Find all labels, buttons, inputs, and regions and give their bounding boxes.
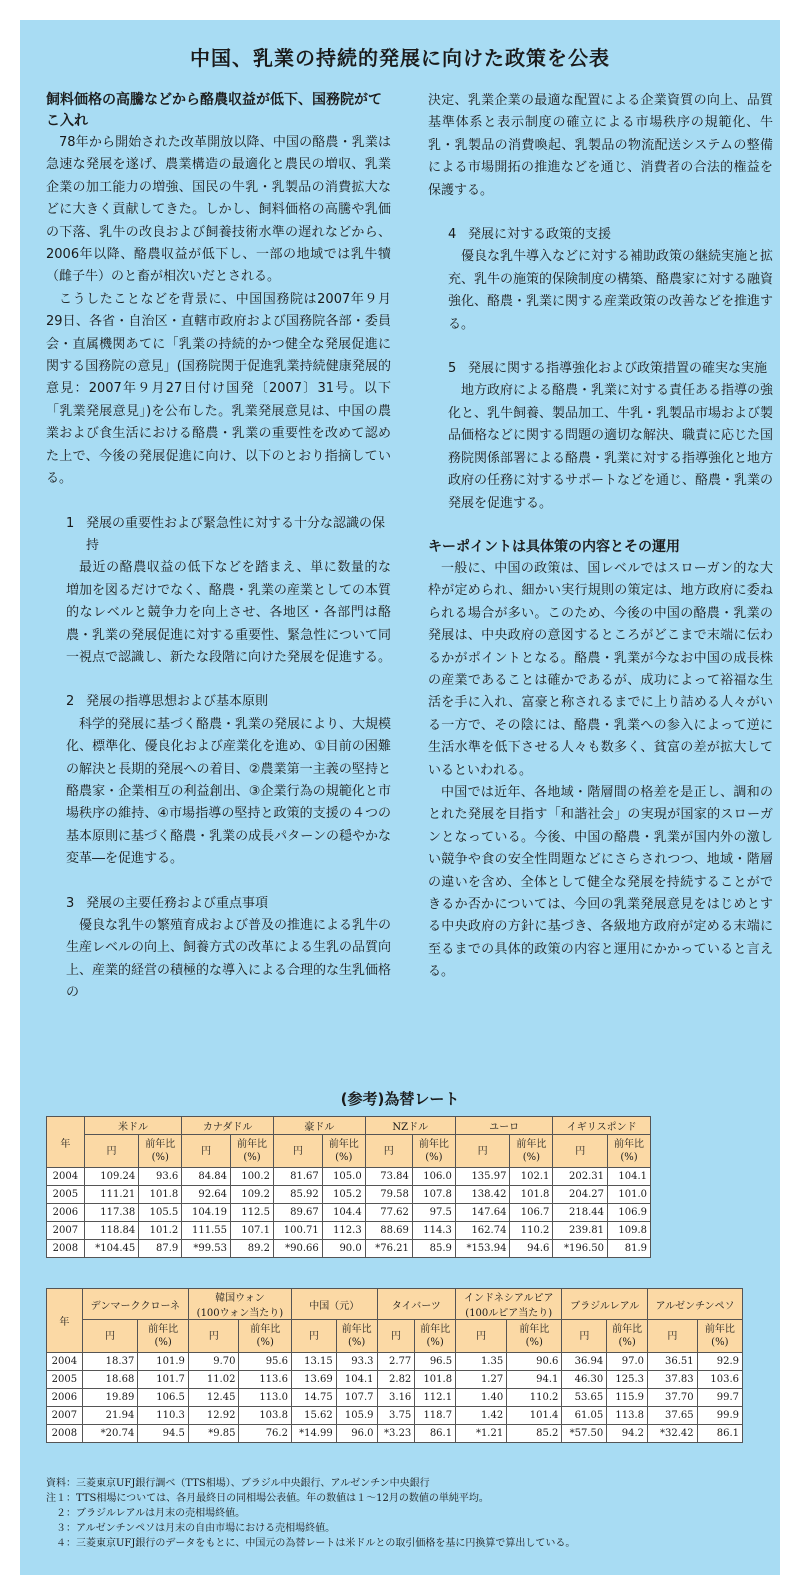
rate-cell: 1.40 [456, 1389, 507, 1407]
article-title: 中国、乳業の持続的発展に向けた政策を公表 [190, 46, 610, 70]
currency-header: 豪ドル [273, 1117, 365, 1135]
item-heading: 発展の重要性および緊急性に対する十分な認識の保持 [86, 515, 386, 553]
currency-header: デンマーククローネ [82, 1289, 188, 1320]
rate-cell: 104.19 [182, 1204, 231, 1222]
yoy-subheader: 前年比 (%) [415, 1320, 456, 1353]
rate-cell: 88.69 [365, 1222, 412, 1240]
policy-item-3 [46, 893, 391, 1005]
rate-cell: *153.94 [455, 1240, 510, 1258]
rate-cell: 135.97 [455, 1168, 510, 1186]
yoy-cell: 96.5 [415, 1353, 456, 1371]
rate-cell: 18.37 [82, 1353, 138, 1371]
currency-header: 韓国ウォン (100ウォン当たり) [188, 1289, 291, 1320]
yoy-cell: 125.3 [607, 1371, 648, 1389]
item-body: 優良な乳牛の繁殖育成および普及の推進による乳牛の生産レベルの向上、飼養方式の改革による生乳の品質向上、産業的経営の積極的な導入による合理的な生乳価格の [66, 918, 392, 1001]
rate-cell: 36.51 [648, 1353, 698, 1371]
yoy-cell: 112.1 [415, 1389, 456, 1407]
yoy-cell: 101.7 [138, 1371, 189, 1389]
year-cell: 2004 [47, 1168, 85, 1186]
yoy-cell: 113.8 [607, 1407, 648, 1425]
item-body: 科学的発展に基づく酪農・乳業の発展により、大規模化、標準化、優良化および産業化を進め、①目前の困難の解決と長期的発展への着目、②農業第一主義の堅持と酪農家・企業相互の利益創出、③企業行為の規範化と市場秩序の維持、④市場指導の堅持と政策的支援の４つの基本原則に基づく酪農・乳業の成長パターンの穏やかな変革―を促進する。 [66, 716, 392, 867]
currency-header: タイバーツ [377, 1289, 456, 1320]
yoy-cell: 92.9 [697, 1353, 742, 1371]
rate-cell: 162.74 [455, 1222, 510, 1240]
rate-cell: 37.83 [648, 1371, 698, 1389]
table-row [47, 1407, 743, 1425]
yoy-cell: 106.9 [607, 1204, 650, 1222]
yen-subheader: 円 [273, 1135, 322, 1168]
yoy-cell: 103.6 [697, 1371, 742, 1389]
yoy-cell: 93.6 [139, 1168, 182, 1186]
rate-cell: 84.84 [182, 1168, 231, 1186]
rate-cell: 111.21 [84, 1186, 139, 1204]
yoy-cell: 107.7 [336, 1389, 377, 1407]
yoy-cell: 94.1 [507, 1371, 562, 1389]
rate-cell: 53.65 [562, 1389, 607, 1407]
rate-cell: *196.50 [553, 1240, 608, 1258]
yoy-cell: 104.1 [336, 1371, 377, 1389]
currency-header: NZドル [365, 1117, 455, 1135]
yoy-cell: 103.8 [239, 1407, 291, 1425]
rate-cell: 218.44 [553, 1204, 608, 1222]
table-notes [46, 1476, 575, 1551]
rate-cell: 9.70 [188, 1353, 239, 1371]
rate-cell: *1.21 [456, 1425, 507, 1443]
yoy-cell: 94.5 [138, 1425, 189, 1443]
rate-cell: 2.77 [377, 1353, 415, 1371]
policy-item-1 [46, 513, 391, 670]
currency-header: アルゼンチンペソ [648, 1289, 743, 1320]
year-header: 年 [47, 1289, 83, 1353]
yoy-cell: 97.5 [412, 1204, 455, 1222]
yoy-cell: 115.9 [607, 1389, 648, 1407]
yen-subheader: 円 [365, 1135, 412, 1168]
rate-cell: 109.24 [84, 1168, 139, 1186]
exchange-rate-table-2 [46, 1288, 743, 1443]
yoy-subheader: 前年比 (%) [607, 1135, 650, 1168]
year-cell: 2005 [47, 1186, 85, 1204]
yoy-cell: 105.0 [322, 1168, 365, 1186]
yoy-subheader: 前年比 (%) [336, 1320, 377, 1353]
note-line: ４：三菱東京UFJ銀行のデータをもとに、中国元の為替レートは米ドルとの取引価格を基に円換算で算出している。 [46, 1538, 576, 1549]
year-cell: 2007 [47, 1222, 85, 1240]
currency-header: イギリスポンド [553, 1117, 651, 1135]
yoy-cell: 102.1 [510, 1168, 553, 1186]
yoy-cell: 105.9 [336, 1407, 377, 1425]
item-heading: 発展の指導思想および基本原則 [86, 694, 269, 710]
yoy-cell: 87.9 [139, 1240, 182, 1258]
table-row [47, 1371, 743, 1389]
rate-cell: 37.65 [648, 1407, 698, 1425]
yoy-cell: 106.0 [412, 1168, 455, 1186]
rate-cell: 100.71 [273, 1222, 322, 1240]
yoy-cell: 99.9 [697, 1407, 742, 1425]
rate-cell: 1.35 [456, 1353, 507, 1371]
yoy-subheader: 前年比 (%) [138, 1320, 189, 1353]
year-cell: 2005 [47, 1371, 83, 1389]
rate-cell: 11.02 [188, 1371, 239, 1389]
rate-cell: 204.27 [553, 1186, 608, 1204]
rate-cell: 117.38 [84, 1204, 139, 1222]
table-row [47, 1168, 651, 1186]
rate-cell: 202.31 [553, 1168, 608, 1186]
yoy-cell: 110.3 [138, 1407, 189, 1425]
item-number: 1 [66, 515, 75, 531]
rate-cell: *32.42 [648, 1425, 698, 1443]
yoy-cell: 106.7 [510, 1204, 553, 1222]
article-panel [20, 20, 780, 1575]
rate-cell: 12.45 [188, 1389, 239, 1407]
yoy-cell: 101.8 [415, 1371, 456, 1389]
item-number: 5 [448, 361, 457, 377]
yoy-subheader: 前年比 (%) [412, 1135, 455, 1168]
rate-cell: 92.64 [182, 1186, 231, 1204]
yoy-subheader: 前年比 (%) [510, 1135, 553, 1168]
yen-subheader: 円 [456, 1320, 507, 1353]
yoy-cell: 101.9 [138, 1353, 189, 1371]
rate-cell: 46.30 [562, 1371, 607, 1389]
yoy-cell: 112.3 [322, 1222, 365, 1240]
yoy-cell: 106.5 [138, 1389, 189, 1407]
yoy-subheader: 前年比 (%) [607, 1320, 648, 1353]
table-row [47, 1222, 651, 1240]
note-line: ３：アルゼンチンペソは月末の自由市場における売相場終値。 [46, 1523, 336, 1534]
paragraph: 中国では近年、各地域・階層間の格差を是正し、調和のとれた発展を目指す「和諧社会」の実現が国家的スローガンとなっている。今後、中国の酪農・乳業が国内外の激しい競争や食の安全性問題などにさらされつつ、地域・階層の違いを含め、全体として健全な発展を持続することができるか否かについては、今回の乳業発展意見をはじめとする中央政府の方針に基づき、各級地方政府が定める末端に至るまでの具体的政策の内容と運用にかかっていると言える。 [428, 784, 773, 980]
currency-header: 中国（元） [291, 1289, 377, 1320]
rate-cell: 147.64 [455, 1204, 510, 1222]
rate-cell: 118.84 [84, 1222, 139, 1240]
paragraph: 78年から開始された改革開放以降、中国の酪農・乳業は急速な発展を遂げ、農業構造の最適化と農民の増収、乳業企業の加工能力の増強、国民の牛乳・乳製品の消費拡大などに大きく貢献してきた。しかし、飼料価格の高騰や乳価の下落、乳牛の改良および飼養技術水準の遅れなどから、2006年以降、酪農収益が低下し、一部の地域では乳牛犢（雌子牛）のと畜が相次いだとされる。 [46, 135, 391, 285]
paragraph: 一般に、中国の政策は、国レベルではスローガン的な大枠が定められ、細かい実行規則の策定は、地方政府に委ねられる場合が多い。このため、今後の中国の酪農・乳業の発展は、中央政府の意図するところがどこまで末端に伝わるかがポイントとなる。酪農・乳業が今なお中国の成長株の産業であることは確かであるが、成功によって裕福な生活を手に入れ、富豪と称されるまでに上り詰める人々がいる一方で、その陰には、酪農・乳業への参入によって逆に生活水準を低下させる人々も数多く、貧富の差が拡大しているといわれる。 [428, 560, 773, 778]
yen-subheader: 円 [377, 1320, 415, 1353]
rate-cell: *20.74 [82, 1425, 138, 1443]
yoy-subheader: 前年比 (%) [239, 1320, 291, 1353]
rate-cell: 18.68 [82, 1371, 138, 1389]
yoy-cell: 107.8 [412, 1186, 455, 1204]
currency-header: 米ドル [84, 1117, 182, 1135]
rate-cell: 1.27 [456, 1371, 507, 1389]
policy-item-5 [428, 358, 773, 515]
yoy-cell: 86.1 [415, 1425, 456, 1443]
year-cell: 2004 [47, 1353, 83, 1371]
table-row [47, 1204, 651, 1222]
yoy-cell: 86.1 [697, 1425, 742, 1443]
yoy-cell: 94.6 [510, 1240, 553, 1258]
year-cell: 2008 [47, 1240, 85, 1258]
rate-cell: *99.53 [182, 1240, 231, 1258]
yoy-cell: 105.2 [322, 1186, 365, 1204]
yoy-cell: 101.4 [507, 1407, 562, 1425]
item-number: 3 [66, 895, 75, 911]
yoy-cell: 96.0 [336, 1425, 377, 1443]
yen-subheader: 円 [82, 1320, 138, 1353]
section-heading-2: キーポイントは具体策の内容とその運用 [428, 538, 680, 555]
rate-cell: *3.23 [377, 1425, 415, 1443]
yoy-cell: 95.6 [239, 1353, 291, 1371]
rate-cell: 79.58 [365, 1186, 412, 1204]
rate-cell: 2.82 [377, 1371, 415, 1389]
yoy-cell: 90.6 [507, 1353, 562, 1371]
yoy-cell: 110.2 [510, 1222, 553, 1240]
year-cell: 2006 [47, 1204, 85, 1222]
yoy-subheader: 前年比 (%) [231, 1135, 274, 1168]
rate-cell: 13.69 [291, 1371, 336, 1389]
yoy-cell: 76.2 [239, 1425, 291, 1443]
yoy-subheader: 前年比 (%) [322, 1135, 365, 1168]
yen-subheader: 円 [553, 1135, 608, 1168]
yoy-cell: 113.6 [239, 1371, 291, 1389]
rate-cell: 77.62 [365, 1204, 412, 1222]
year-cell: 2008 [47, 1425, 83, 1443]
yoy-cell: 105.5 [139, 1204, 182, 1222]
yoy-cell: 94.2 [607, 1425, 648, 1443]
currency-header: カナダドル [182, 1117, 274, 1135]
table-row [47, 1186, 651, 1204]
policy-item-2 [46, 691, 391, 870]
yoy-cell: 101.8 [510, 1186, 553, 1204]
yen-subheader: 円 [455, 1135, 510, 1168]
yoy-subheader: 前年比 (%) [697, 1320, 742, 1353]
yen-subheader: 円 [84, 1135, 139, 1168]
yen-subheader: 円 [562, 1320, 607, 1353]
rate-cell: 138.42 [455, 1186, 510, 1204]
table-row [47, 1389, 743, 1407]
rate-cell: 12.92 [188, 1407, 239, 1425]
yoy-cell: 93.3 [336, 1353, 377, 1371]
currency-header: ユーロ [455, 1117, 553, 1135]
rate-cell: 239.81 [553, 1222, 608, 1240]
paragraph: こうしたことなどを背景に、中国国務院は2007年９月29日、各省・自治区・直轄市政府および国務院各部・委員会・直属機関あてに「乳業の持続的かつ健全な発展促進に関する国務院の意見」(国務院関于促進乳業持続健康発展的意見：2007年９月27日付け国発〔2007〕31号。以下「乳業発展意見」)を公布した。乳業発展意見は、中国の農業および食生活における酪農・乳業の重要性を改めて認めた上で、今後の発展促進に向け、以下のとおり指摘している。 [46, 291, 391, 487]
rate-cell: 19.89 [82, 1389, 138, 1407]
yoy-cell: 114.3 [412, 1222, 455, 1240]
note-line: 注１：TTS相場については、各月最終日の同相場公表値。年の数値は１～12月の数値の単純平均。 [46, 1493, 489, 1504]
yoy-cell: 107.1 [231, 1222, 274, 1240]
item-number: 2 [66, 694, 75, 710]
rate-cell: 73.84 [365, 1168, 412, 1186]
year-header: 年 [47, 1117, 85, 1168]
item-body: 地方政府による酪農・乳業に対する責任ある指導の強化と、乳牛飼養、製品加工、牛乳・乳製品市場および製品価格などに関する問題の適切な解決、職責に応じた国務院関係部署による酪農・乳業に対する指導強化と地方政府の任務に対するサポートなどを通じ、酪農・乳業の発展を促進する。 [448, 383, 774, 511]
rate-cell: 89.67 [273, 1204, 322, 1222]
rate-cell: 37.70 [648, 1389, 698, 1407]
yoy-cell: 109.2 [231, 1186, 274, 1204]
yoy-cell: 104.4 [322, 1204, 365, 1222]
currency-header: ブラジルレアル [562, 1289, 648, 1320]
yoy-cell: 113.0 [239, 1389, 291, 1407]
yoy-cell: 90.0 [322, 1240, 365, 1258]
table-row [47, 1425, 743, 1443]
rate-cell: 81.67 [273, 1168, 322, 1186]
currency-header: インドネシアルピア (100ルピア当たり) [456, 1289, 562, 1320]
yoy-cell: 85.2 [507, 1425, 562, 1443]
yoy-cell: 101.2 [139, 1222, 182, 1240]
yen-subheader: 円 [182, 1135, 231, 1168]
rate-cell: *9.85 [188, 1425, 239, 1443]
rate-cell: *57.50 [562, 1425, 607, 1443]
rate-cell: 111.55 [182, 1222, 231, 1240]
yen-subheader: 円 [648, 1320, 698, 1353]
yoy-cell: 110.2 [507, 1389, 562, 1407]
yoy-cell: 100.2 [231, 1168, 274, 1186]
yoy-cell: 101.8 [139, 1186, 182, 1204]
yoy-cell: 81.9 [607, 1240, 650, 1258]
rate-cell: 14.75 [291, 1389, 336, 1407]
right-column [428, 90, 773, 984]
rate-cell: *90.66 [273, 1240, 322, 1258]
yen-subheader: 円 [291, 1320, 336, 1353]
yen-subheader: 円 [188, 1320, 239, 1353]
item-heading: 発展の主要任務および重点事項 [86, 895, 269, 911]
yoy-cell: 112.5 [231, 1204, 274, 1222]
rate-cell: 21.94 [82, 1407, 138, 1425]
rate-cell: *76.21 [365, 1240, 412, 1258]
item-body: 最近の酪農収益の低下などを踏まえ、単に数量的な増加を図るだけでなく、酪農・乳業の産業としての本質的なレベルと競争力を向上させ、各地区・各部門は酪農・乳業の発展促進に対する重要性、緊急性について同一視点で認識し、新たな段階に向けた発展を促進する。 [66, 560, 392, 665]
exchange-rate-table-1 [46, 1116, 651, 1258]
yoy-cell: 109.8 [607, 1222, 650, 1240]
rate-cell: 13.15 [291, 1353, 336, 1371]
policy-item-4 [428, 224, 773, 336]
item-body: 優良な乳牛導入などに対する補助政策の継続実施と拡充、乳牛の施策的保険制度の構築、酪農家に対する融資強化、酪農・乳業に関する産業政策の改善などを推進する。 [448, 249, 774, 332]
yoy-cell: 99.7 [697, 1389, 742, 1407]
rate-cell: 1.42 [456, 1407, 507, 1425]
table-row [47, 1353, 743, 1371]
yoy-cell: 118.7 [415, 1407, 456, 1425]
exchange-rate-title: (参考)為替レート [340, 1090, 460, 1108]
yoy-cell: 104.1 [607, 1168, 650, 1186]
year-cell: 2007 [47, 1407, 83, 1425]
paragraph-continued: 決定、乳業企業の最適な配置による企業資質の向上、品質基準体系と表示制度の確立による市場秩序の規範化、牛乳・乳製品の消費喚起、乳製品の物流配送システムの整備による市場開拓の推進などを通じ、消費者の合法的権益を保護する。 [428, 93, 773, 198]
rate-cell: 15.62 [291, 1407, 336, 1425]
note-line: 資料：三菱東京UFJ銀行調べ（TTS相場）、ブラジル中央銀行、アルゼンチン中央銀行 [46, 1478, 430, 1489]
item-heading: 発展に関する指導強化および政策措置の確実な実施 [468, 361, 768, 377]
item-number: 4 [448, 227, 457, 243]
rate-cell: 61.05 [562, 1407, 607, 1425]
rate-cell: *104.45 [84, 1240, 139, 1258]
yoy-subheader: 前年比 (%) [139, 1135, 182, 1168]
yoy-cell: 97.0 [607, 1353, 648, 1371]
year-cell: 2006 [47, 1389, 83, 1407]
yoy-cell: 89.2 [231, 1240, 274, 1258]
yoy-cell: 101.0 [607, 1186, 650, 1204]
rate-cell: 85.92 [273, 1186, 322, 1204]
yoy-cell: 85.9 [412, 1240, 455, 1258]
rate-cell: 3.16 [377, 1389, 415, 1407]
rate-cell: 36.94 [562, 1353, 607, 1371]
section-heading-1: 飼料価格の高騰などから酪農収益が低下、国務院がてこ入れ [46, 92, 382, 129]
table-row [47, 1240, 651, 1258]
yoy-subheader: 前年比 (%) [507, 1320, 562, 1353]
rate-cell: *14.99 [291, 1425, 336, 1443]
left-column [46, 90, 391, 1005]
item-heading: 発展に対する政策的支援 [468, 227, 612, 243]
note-line: ２：ブラジルレアルは月末の売相場終値。 [46, 1508, 246, 1519]
rate-cell: 3.75 [377, 1407, 415, 1425]
